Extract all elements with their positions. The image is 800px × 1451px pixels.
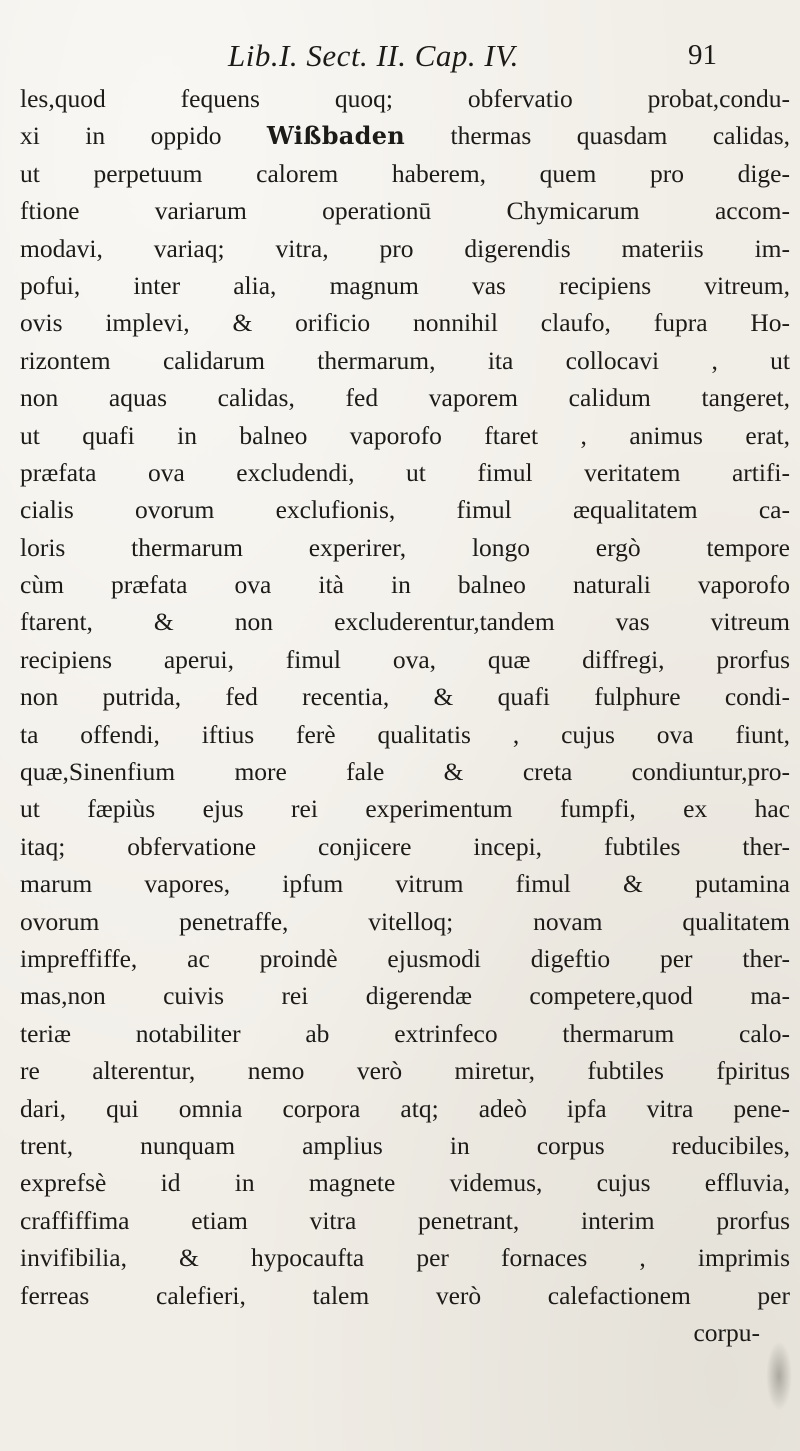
- text-line: [20, 192, 790, 229]
- text-line: [20, 1127, 790, 1164]
- text-line: [20, 379, 790, 416]
- text-segment: cialis ovorum exclufionis, fimul æqualitatem ca-: [20, 495, 790, 525]
- text-segment: xi in oppido: [20, 121, 267, 151]
- text-line: [20, 342, 790, 379]
- text-line: [20, 977, 790, 1014]
- text-segment: thermas quasdam calidas,: [405, 121, 790, 151]
- text-segment: teriæ notabiliter ab extrinfeco thermarum calo-: [20, 1018, 790, 1048]
- text-line: [20, 491, 790, 528]
- text-line: [20, 903, 790, 940]
- text-line: [20, 1202, 790, 1239]
- text-segment: ut fæpiùs ejus rei experimentum fumpfi, ex hac: [20, 794, 790, 824]
- text-segment: ftarent, & non excluderentur,tandem vas vitreum: [20, 607, 790, 637]
- text-segment: craffiffima etiam vitra penetrant, interim prorfus: [20, 1205, 790, 1235]
- text-line: [20, 603, 790, 640]
- text-segment: modavi, variaq; vitra, pro digerendis materiis im-: [20, 233, 790, 263]
- text-segment: ovorum penetraffe, vitelloq; novam qualitatem: [20, 906, 790, 936]
- text-line: [20, 1090, 790, 1127]
- text-segment: les,quod fequens quoq; obfervatio probat,condu-: [20, 84, 790, 113]
- catchword: corpu-: [693, 1317, 760, 1347]
- text-segment: præfata ova excludendi, ut fimul veritatem artifi-: [20, 457, 790, 487]
- text-segment: ftione variarum operationū Chymicarum accom-: [20, 196, 790, 226]
- text-segment: non aquas calidas, fed vaporem calidum tangeret,: [20, 383, 790, 413]
- text-line: [20, 865, 790, 902]
- page-number: 91: [688, 39, 717, 71]
- text-line: [20, 1277, 790, 1314]
- text-segment: pofui, inter alia, magnum vas recipiens vitreum,: [20, 270, 790, 300]
- text-line: [20, 529, 790, 566]
- text-segment: ut quafi in balneo vaporofo ftaret , animus erat,: [20, 420, 790, 450]
- text-segment: dari, qui omnia corpora atq; adeò ipfa vitra pene-: [20, 1093, 790, 1123]
- text-segment: recipiens aperui, fimul ova, quæ diffregi, prorfus: [20, 644, 790, 674]
- ink-smudge: [766, 1341, 792, 1411]
- text-line: [20, 940, 790, 977]
- text-line: [20, 716, 790, 753]
- text-segment: marum vapores, ipfum vitrum fimul & putamina: [20, 869, 790, 899]
- text-line: [20, 230, 790, 267]
- text-segment: itaq; obfervatione conjicere incepi, fubtiles ther-: [20, 831, 790, 861]
- text-segment: loris thermarum experirer, longo ergò tempore: [20, 532, 790, 562]
- text-line: [20, 117, 790, 154]
- text-segment: exprefsè id in magnete videmus, cujus effluvia,: [20, 1168, 790, 1198]
- body-text: [20, 80, 790, 1351]
- text-line: [20, 267, 790, 304]
- running-title: Lib.I. Sect. II. Cap. IV.: [228, 38, 519, 73]
- text-segment: re alterentur, nemo verò miretur, fubtiles fpiritus: [20, 1056, 790, 1086]
- text-line: [20, 1164, 790, 1201]
- text-segment: ta offendi, iftius ferè qualitatis , cujus ova fiunt,: [20, 719, 790, 749]
- text-line: [20, 678, 790, 715]
- text-segment: invifibilia, & hypocaufta per fornaces , imprimis: [20, 1243, 790, 1273]
- text-line: [20, 753, 790, 790]
- text-line: [20, 304, 790, 341]
- text-line: [20, 1052, 790, 1089]
- text-line: [20, 566, 790, 603]
- place-name-blackletter: Wißbaden: [266, 121, 406, 151]
- text-line: [20, 828, 790, 865]
- text-segment: mas,non cuivis rei digerendæ competere,quod ma-: [20, 981, 790, 1011]
- text-line: [20, 454, 790, 491]
- text-segment: quæ,Sinenfium more fale & creta condiuntur,pro-: [20, 757, 790, 787]
- text-line: [20, 80, 790, 117]
- page-header: [0, 38, 800, 78]
- text-segment: trent, nunquam amplius in corpus reducibiles,: [20, 1130, 790, 1160]
- text-line: [20, 790, 790, 827]
- text-segment: ut perpetuum calorem haberem, quem pro dige-: [20, 158, 790, 188]
- text-segment: ovis implevi, & orificio nonnihil claufo, fupra Ho-: [20, 308, 790, 338]
- text-segment: rizontem calidarum thermarum, ita collocavi , ut: [20, 345, 790, 375]
- text-segment: non putrida, fed recentia, & quafi fulphure condi-: [20, 682, 790, 712]
- text-line: [20, 417, 790, 454]
- text-line: [20, 641, 790, 678]
- text-segment: ferreas calefieri, talem verò calefactionem per: [20, 1280, 790, 1310]
- text-segment: impreffiffe, ac proindè ejusmodi digeftio per ther-: [20, 943, 790, 973]
- text-line: [20, 155, 790, 192]
- text-segment: cùm præfata ova ità in balneo naturali vaporofo: [20, 570, 790, 600]
- text-line: [20, 1239, 790, 1276]
- text-line: [20, 1015, 790, 1052]
